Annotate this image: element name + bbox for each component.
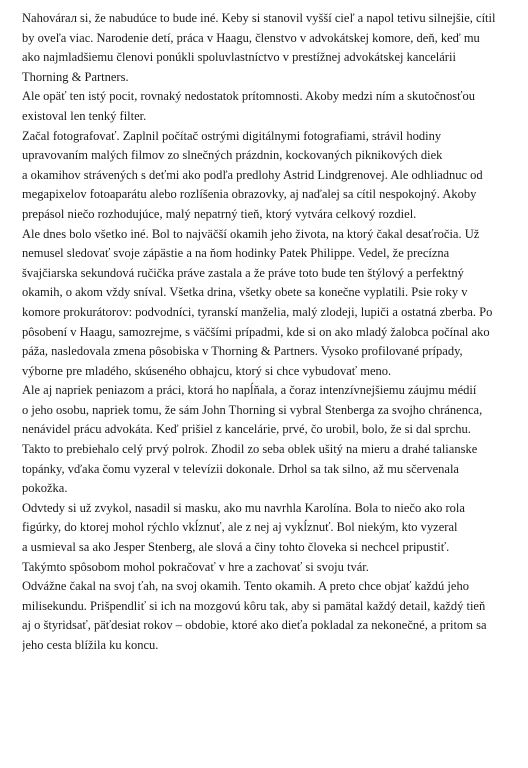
text-line: pokožka. (22, 481, 68, 496)
document-page (22, 9, 518, 656)
text-line: pôsobení v Haagu, samozrejme, s väčšími prípadmi, kde si on ako mladý žalobca počínal ako (22, 324, 490, 339)
text-line: páža, nasledovala zmena pôsobiska v Thorning & Partners. Vysoko profilované prípady, (22, 344, 463, 359)
text-line: ako najmladšiemu členovi ponúkli spoluvlastníctvo v prestížnej advokátskej kancelárii (22, 50, 456, 65)
text-line: Nahovárал si, že nabudúce to bude iné. Keby si stanovil vyšší cieľ a napol tetivu silnejšie, cítil (22, 11, 496, 25)
paragraph (22, 381, 518, 499)
text-line: Takto to prebiehalo celý prvý polrok. Zhodil zo seba oblek ušitý na mieru a drahé talianske (22, 442, 478, 457)
text-line: milisekundu. Prišpendliť si ich na mozgovú kôru tak, aby si pamätal každý detail, každý tieň (22, 598, 486, 613)
text-line: prepásol niečo rozhodujúce, malý nepatrný tieň, ktorý vytvára celkový rozdiel. (22, 206, 417, 221)
text-line: nenávidel prácu advokáta. Keď prišiel z kancelárie, prvé, čo urobil, bolo, že si dal sprchu. (22, 422, 471, 437)
text-line: Odvážne čakal na svoj ťah, na svoj okamih. Tento okamih. A preto chce objať každú jeho (22, 579, 469, 594)
text-line: existoval len tenký filter. (22, 108, 147, 123)
text-line: Začal fotografovať. Zaplnil počítač ostrými digitálnymi fotografiami, strávil hodiny (22, 128, 442, 143)
text-line: Ale aj napriek peniazom a práci, ktorá ho napĺňala, a čoraz intenzívnejšiemu záujmu médií (22, 383, 477, 398)
text-line: aj o štyridsať, päťdesiat rokov – obdobie, ktoré ako dieťa pokladal za nekonečné, a pritom sa (22, 618, 487, 633)
text-line: výborne pre mladého, skúseného obhajcu, ktorý si chce vybudovať meno. (22, 363, 392, 378)
paragraph (22, 577, 518, 655)
text-line: Ale dnes bolo všetko iné. Bol to najväčší okamih jeho života, na ktorý čakal desaťročia. Už (22, 226, 480, 241)
text-line: Thorning & Partners. (22, 69, 129, 84)
paragraph (22, 225, 518, 382)
paragraph (22, 499, 518, 577)
paragraph (22, 9, 518, 87)
text-line: Ale opäť ten istý pocit, rovnaký nedostatok prítomnosti. Akoby medzi ním a skutočnosťou (22, 89, 475, 104)
text-line: komore prokurátorov: podvodníci, tyranskí manželia, malý zlodeji, lupiči a ostatná zberba. Po (22, 304, 493, 319)
paragraph (22, 87, 518, 126)
text-line: o jeho osobu, napriek tomu, že sám John Thorning si vybral Stenberga za svojho chránenca, (22, 402, 483, 417)
text-line: švajčiarska sekundová ručička práve zastala a že práve toto bude ten štýlový a perfektný (22, 265, 464, 280)
text-line: Odvtedy si už zvykol, nasadil si masku, ako mu navrhla Karolína. Bola to niečo ako rola (22, 500, 465, 515)
text-line: by oveľa viac. Narodenie detí, práca v Haagu, členstvo v advokátskej komore, deň, keď mu (22, 30, 480, 45)
text-line: okamih, o akom vždy sníval. Všetka drina, všetky obete sa konečne vyplatili. Psie roky v (22, 285, 468, 300)
text-line: a usmieval sa ako Jesper Stenberg, ale slová a činy tohto človeka si nechcel pripustiť. (22, 540, 450, 555)
text-line: upravovaním malých filmov zo slnečných prázdnin, kockovaných piknikových diek (22, 148, 443, 163)
text-line: a okamihov strávených s deťmi ako podľa predlohy Astrid Lindgrenovej. Ale odhliadnuc od (22, 167, 483, 182)
text-line: nemusel sledovať svoje zápästie a na ňom hodinky Patek Philippe. Vedel, že precízna (22, 246, 450, 261)
text-line: jeho cesta blížila ku koncu. (22, 638, 159, 652)
text-line: topánky, vďaka čomu vyzeral v televízii dokonale. Drhol sa tak silno, až mu sčervenala (22, 461, 459, 476)
text-line: Takýmto spôsobom mohol pokračovať v hre a zachovať si svoju tvár. (22, 559, 369, 574)
text-line: megapixelov fotoaparátu alebo rozlíšenia obrazovky, aj naďalej sa cítil nespokojný. Akoby (22, 187, 477, 202)
paragraph (22, 127, 518, 225)
text-line: figúrky, do ktorej mohol rýchlo vkĺznuť, ale z nej aj vykĺznuť. Bol niekým, kto vyzeral (22, 520, 458, 535)
